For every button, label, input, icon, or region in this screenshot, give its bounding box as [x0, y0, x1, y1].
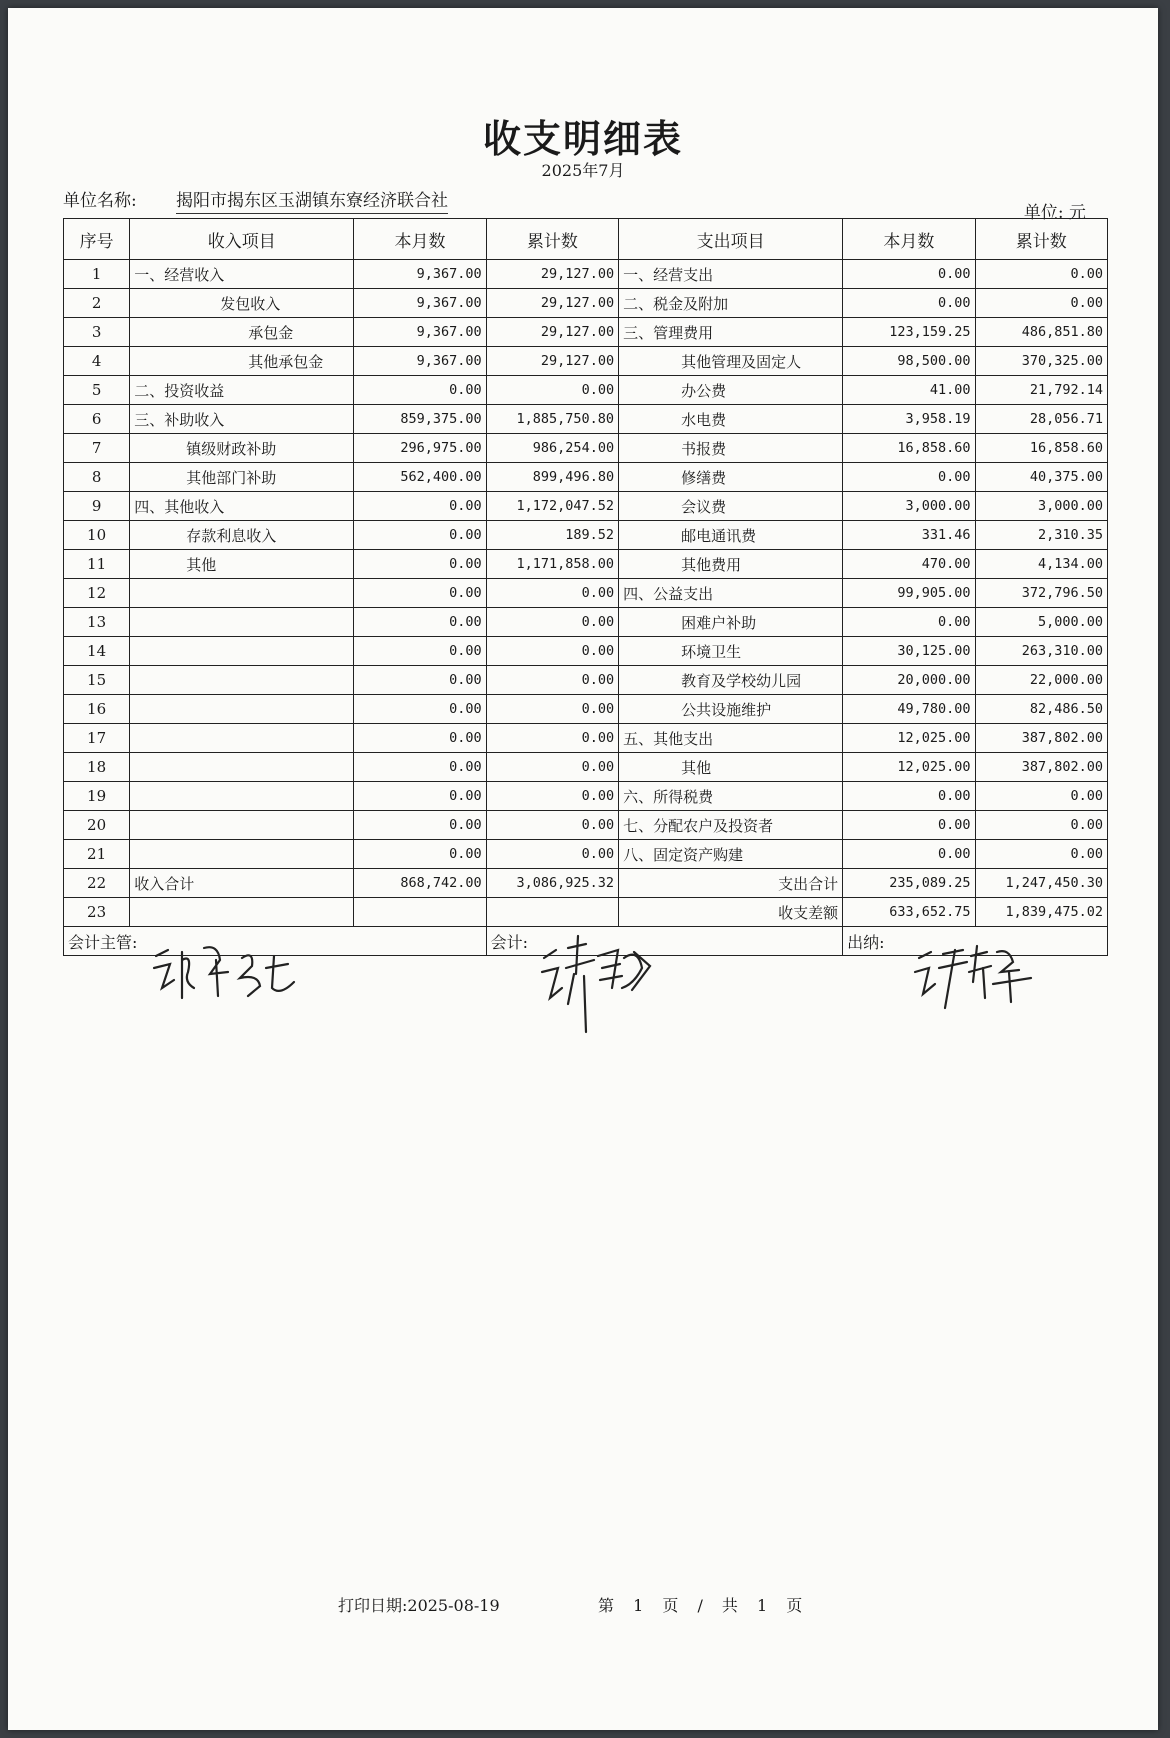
income-item-cell: 三、补助收入 — [130, 405, 354, 434]
income-month-cell — [354, 898, 486, 927]
income-total-cell: 1,885,750.80 — [486, 405, 618, 434]
row-number: 22 — [64, 869, 130, 898]
expense-total-cell: 0.00 — [975, 782, 1107, 811]
header-expense-total: 累计数 — [975, 219, 1107, 260]
income-item-cell — [130, 898, 354, 927]
income-item-cell — [130, 666, 354, 695]
income-month-cell: 0.00 — [354, 695, 486, 724]
income-month-cell: 0.00 — [354, 666, 486, 695]
income-total-cell: 0.00 — [486, 811, 618, 840]
row-number: 7 — [64, 434, 130, 463]
expense-item-cell: 会议费 — [619, 492, 843, 521]
income-total-cell: 0.00 — [486, 637, 618, 666]
expense-total-cell: 1,839,475.02 — [975, 898, 1107, 927]
row-number: 4 — [64, 347, 130, 376]
row-number: 14 — [64, 637, 130, 666]
income-month-cell: 0.00 — [354, 492, 486, 521]
income-total-cell — [486, 898, 618, 927]
expense-month-cell: 0.00 — [843, 289, 975, 318]
expense-item-cell: 邮电通讯费 — [619, 521, 843, 550]
expense-item-cell: 支出合计 — [619, 869, 843, 898]
income-item-cell: 其他 — [130, 550, 354, 579]
row-number: 9 — [64, 492, 130, 521]
table-row — [64, 782, 1108, 811]
income-item-cell: 其他部门补助 — [130, 463, 354, 492]
row-number: 19 — [64, 782, 130, 811]
expense-item-cell: 环境卫生 — [619, 637, 843, 666]
income-total-cell: 3,086,925.32 — [486, 869, 618, 898]
expense-month-cell: 470.00 — [843, 550, 975, 579]
income-month-cell: 0.00 — [354, 840, 486, 869]
expense-total-cell: 387,802.00 — [975, 724, 1107, 753]
expense-month-cell: 0.00 — [843, 608, 975, 637]
row-number: 21 — [64, 840, 130, 869]
cashier-label: 出纳: — [847, 932, 885, 952]
income-item-cell: 一、经营收入 — [130, 260, 354, 289]
income-item-cell — [130, 724, 354, 753]
cashier-signature — [913, 938, 1043, 1018]
expense-month-cell: 0.00 — [843, 840, 975, 869]
income-month-cell: 0.00 — [354, 637, 486, 666]
table-row — [64, 521, 1108, 550]
expense-item-cell: 五、其他支出 — [619, 724, 843, 753]
expense-total-cell: 486,851.80 — [975, 318, 1107, 347]
income-item-cell: 二、投资收益 — [130, 376, 354, 405]
income-month-cell: 0.00 — [354, 376, 486, 405]
income-item-cell: 四、其他收入 — [130, 492, 354, 521]
expense-item-cell: 困难户补助 — [619, 608, 843, 637]
table-row — [64, 811, 1108, 840]
expense-month-cell: 20,000.00 — [843, 666, 975, 695]
expense-item-cell: 教育及学校幼儿园 — [619, 666, 843, 695]
expense-total-cell: 3,000.00 — [975, 492, 1107, 521]
expense-month-cell: 123,159.25 — [843, 318, 975, 347]
expense-month-cell: 98,500.00 — [843, 347, 975, 376]
row-number: 20 — [64, 811, 130, 840]
income-total-cell: 1,171,858.00 — [486, 550, 618, 579]
expense-total-cell: 4,134.00 — [975, 550, 1107, 579]
row-number: 11 — [64, 550, 130, 579]
expense-month-cell: 0.00 — [843, 260, 975, 289]
row-number: 8 — [64, 463, 130, 492]
expense-item-cell: 四、公益支出 — [619, 579, 843, 608]
income-month-cell: 859,375.00 — [354, 405, 486, 434]
expense-month-cell: 3,000.00 — [843, 492, 975, 521]
header-no: 序号 — [64, 219, 130, 260]
table-row — [64, 898, 1108, 927]
row-number: 12 — [64, 579, 130, 608]
page-indicator: 第 1 页 / 共 1 页 — [598, 1596, 803, 1615]
row-number: 15 — [64, 666, 130, 695]
income-item-cell — [130, 782, 354, 811]
header-expense-month: 本月数 — [843, 219, 975, 260]
income-total-cell: 29,127.00 — [486, 260, 618, 289]
income-item-cell — [130, 637, 354, 666]
expense-total-cell: 370,325.00 — [975, 347, 1107, 376]
expense-total-cell: 263,310.00 — [975, 637, 1107, 666]
income-month-cell: 296,975.00 — [354, 434, 486, 463]
income-item-cell — [130, 811, 354, 840]
table-row — [64, 724, 1108, 753]
income-month-cell: 562,400.00 — [354, 463, 486, 492]
income-month-cell: 0.00 — [354, 521, 486, 550]
expense-item-cell: 公共设施维护 — [619, 695, 843, 724]
expense-item-cell: 六、所得税费 — [619, 782, 843, 811]
income-total-cell: 29,127.00 — [486, 289, 618, 318]
document-title: 收支明细表 — [482, 116, 683, 161]
expense-item-cell: 二、税金及附加 — [619, 289, 843, 318]
expense-total-cell: 0.00 — [975, 260, 1107, 289]
unit-name-value: 揭阳市揭东区玉湖镇东寮经济联合社 — [176, 186, 448, 214]
income-month-cell: 9,367.00 — [354, 260, 486, 289]
header-income-month: 本月数 — [354, 219, 486, 260]
income-total-cell: 0.00 — [486, 724, 618, 753]
expense-item-cell: 修缮费 — [619, 463, 843, 492]
income-month-cell: 0.00 — [354, 608, 486, 637]
expense-month-cell: 16,858.60 — [843, 434, 975, 463]
expense-month-cell: 0.00 — [843, 463, 975, 492]
expense-total-cell: 40,375.00 — [975, 463, 1107, 492]
row-number: 5 — [64, 376, 130, 405]
currency-unit-label: 单位: 元 — [1023, 203, 1086, 223]
expense-item-cell: 八、固定资产购建 — [619, 840, 843, 869]
expense-month-cell: 99,905.00 — [843, 579, 975, 608]
expense-item-cell: 三、管理费用 — [619, 318, 843, 347]
expense-month-cell: 49,780.00 — [843, 695, 975, 724]
table-row — [64, 869, 1108, 898]
expense-total-cell: 22,000.00 — [975, 666, 1107, 695]
expense-total-cell: 28,056.71 — [975, 405, 1107, 434]
expense-month-cell: 235,089.25 — [843, 869, 975, 898]
expense-item-cell: 水电费 — [619, 405, 843, 434]
expense-month-cell: 3,958.19 — [843, 405, 975, 434]
income-month-cell: 0.00 — [354, 579, 486, 608]
income-item-cell — [130, 840, 354, 869]
income-month-cell: 0.00 — [354, 753, 486, 782]
table-row — [64, 695, 1108, 724]
income-month-cell: 9,367.00 — [354, 289, 486, 318]
income-total-cell: 0.00 — [486, 695, 618, 724]
row-number: 18 — [64, 753, 130, 782]
header-expense-item: 支出项目 — [619, 219, 843, 260]
table-header-row — [64, 219, 1108, 260]
table-row — [64, 463, 1108, 492]
income-item-cell — [130, 608, 354, 637]
income-month-cell: 0.00 — [354, 811, 486, 840]
table-row — [64, 405, 1108, 434]
income-month-cell: 868,742.00 — [354, 869, 486, 898]
header-income-total: 累计数 — [486, 219, 618, 260]
table-row — [64, 376, 1108, 405]
expense-item-cell: 书报费 — [619, 434, 843, 463]
income-item-cell — [130, 579, 354, 608]
income-total-cell: 986,254.00 — [486, 434, 618, 463]
income-month-cell: 0.00 — [354, 724, 486, 753]
row-number: 10 — [64, 521, 130, 550]
table-row — [64, 637, 1108, 666]
expense-total-cell: 0.00 — [975, 811, 1107, 840]
expense-item-cell: 收支差额 — [619, 898, 843, 927]
income-total-cell: 189.52 — [486, 521, 618, 550]
expense-item-cell: 其他费用 — [619, 550, 843, 579]
row-number: 23 — [64, 898, 130, 927]
income-item-cell: 收入合计 — [130, 869, 354, 898]
row-number: 13 — [64, 608, 130, 637]
expense-total-cell: 82,486.50 — [975, 695, 1107, 724]
income-total-cell: 0.00 — [486, 376, 618, 405]
supervisor-signature — [148, 938, 308, 1008]
income-month-cell: 0.00 — [354, 782, 486, 811]
table-row — [64, 753, 1108, 782]
table-body — [64, 260, 1108, 927]
expense-total-cell: 1,247,450.30 — [975, 869, 1107, 898]
supervisor-label: 会计主管: — [68, 932, 138, 952]
row-number: 3 — [64, 318, 130, 347]
expense-month-cell: 12,025.00 — [843, 753, 975, 782]
income-total-cell: 0.00 — [486, 666, 618, 695]
print-date: 打印日期:2025-08-19 — [338, 1596, 500, 1615]
expense-item-cell: 办公费 — [619, 376, 843, 405]
table-row — [64, 289, 1108, 318]
income-item-cell — [130, 753, 354, 782]
expense-item-cell: 七、分配农户及投资者 — [619, 811, 843, 840]
table-row — [64, 550, 1108, 579]
expense-month-cell: 30,125.00 — [843, 637, 975, 666]
table-row — [64, 608, 1108, 637]
table-row — [64, 434, 1108, 463]
income-total-cell: 0.00 — [486, 579, 618, 608]
expense-item-cell: 其他 — [619, 753, 843, 782]
income-total-cell: 0.00 — [486, 840, 618, 869]
accountant-label: 会计: — [490, 932, 529, 952]
income-total-cell: 0.00 — [486, 608, 618, 637]
table-row — [64, 666, 1108, 695]
income-total-cell: 29,127.00 — [486, 347, 618, 376]
income-item-cell: 镇级财政补助 — [130, 434, 354, 463]
row-number: 17 — [64, 724, 130, 753]
table-row — [64, 318, 1108, 347]
income-total-cell: 0.00 — [486, 753, 618, 782]
expense-month-cell: 41.00 — [843, 376, 975, 405]
expense-month-cell: 633,652.75 — [843, 898, 975, 927]
expense-total-cell: 21,792.14 — [975, 376, 1107, 405]
income-total-cell: 1,172,047.52 — [486, 492, 618, 521]
income-item-cell — [130, 695, 354, 724]
expense-total-cell: 387,802.00 — [975, 753, 1107, 782]
table-row — [64, 579, 1108, 608]
income-item-cell: 其他承包金 — [130, 347, 354, 376]
expense-total-cell: 2,310.35 — [975, 521, 1107, 550]
income-item-cell: 存款利息收入 — [130, 521, 354, 550]
expense-total-cell: 372,796.50 — [975, 579, 1107, 608]
header-income-item: 收入项目 — [130, 219, 354, 260]
table-row — [64, 347, 1108, 376]
document-sheet — [8, 8, 1158, 1730]
document-period: 2025年7月 — [541, 161, 625, 180]
expense-month-cell: 12,025.00 — [843, 724, 975, 753]
expense-month-cell: 0.00 — [843, 811, 975, 840]
income-month-cell: 0.00 — [354, 550, 486, 579]
expense-month-cell: 331.46 — [843, 521, 975, 550]
expense-total-cell: 0.00 — [975, 289, 1107, 318]
row-number: 2 — [64, 289, 130, 318]
income-item-cell: 发包收入 — [130, 289, 354, 318]
row-number: 16 — [64, 695, 130, 724]
row-number: 6 — [64, 405, 130, 434]
expense-item-cell: 一、经营支出 — [619, 260, 843, 289]
income-item-cell: 承包金 — [130, 318, 354, 347]
income-month-cell: 9,367.00 — [354, 347, 486, 376]
income-month-cell: 9,367.00 — [354, 318, 486, 347]
table-row — [64, 840, 1108, 869]
expense-total-cell: 0.00 — [975, 840, 1107, 869]
income-expense-table — [63, 218, 1108, 956]
expense-total-cell: 5,000.00 — [975, 608, 1107, 637]
expense-item-cell: 其他管理及固定人 — [619, 347, 843, 376]
income-total-cell: 899,496.80 — [486, 463, 618, 492]
accountant-signature — [538, 928, 658, 1038]
expense-total-cell: 16,858.60 — [975, 434, 1107, 463]
unit-name-label: 单位名称: — [63, 191, 137, 211]
table-row — [64, 260, 1108, 289]
row-number: 1 — [64, 260, 130, 289]
income-total-cell: 0.00 — [486, 782, 618, 811]
income-total-cell: 29,127.00 — [486, 318, 618, 347]
expense-month-cell: 0.00 — [843, 782, 975, 811]
table-row — [64, 492, 1108, 521]
